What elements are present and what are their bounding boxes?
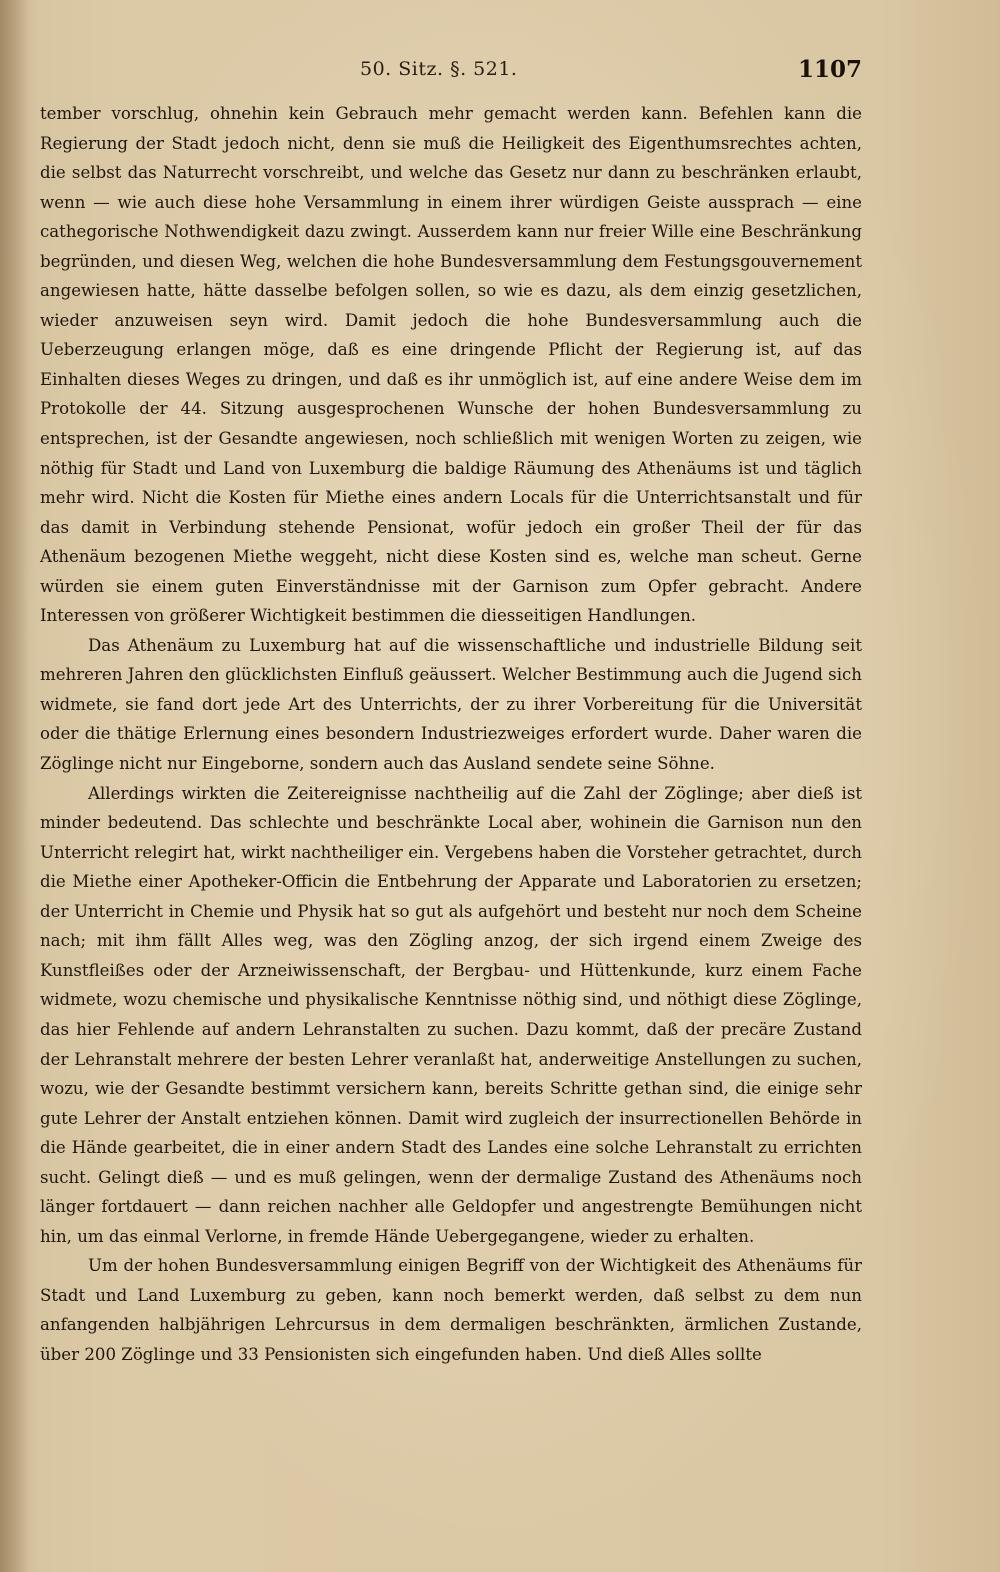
paragraph: Das Athenäum zu Luxemburg hat auf die wissenschaftliche und industrielle Bildung seit mehreren Jahren den glücklichsten Einfluß geäussert. Welcher Bestimmung auch die Jugend sich widmete, sie fand dort jede Art des Unterrichts, der zu ihrer Vorbereitung für die Universität oder die thätige Erlernung eines besondern Industriezweiges erfordert wurde. Daher waren die Zöglinge nicht nur Eingeborne, sondern auch das Ausland sendete seine Söhne. xyxy=(40,635,862,774)
running-head: 50. Sitz. §. 521. xyxy=(360,58,518,80)
paragraph: tember vorschlug, ohnehin kein Gebrauch mehr gemacht werden kann. Befehlen kann die Regierung der Stadt jedoch nicht, denn sie muß die Heiligkeit des Eigenthumsrechtes achten, die selbst das Naturrecht vorschreibt, und welche das Gesetz nur dann zu beschränken erlaubt, wenn — wie auch diese hohe Versammlung in einem ihrer würdigen Geiste aussprach — eine cathegorische Nothwendigkeit dazu zwingt. Ausserdem kann nur freier Wille eine Beschränkung begründen, und diesen Weg, welchen die hohe Bundesversammlung dem Festungsgouvernement angewiesen hatte, hätte dasselbe befolgen sollen, so wie es dazu, als dem einzig gesetzlichen, wieder anzuweisen seyn wird. Damit jedoch die hohe Bundesversammlung auch die Ueberzeugung erlangen möge, daß es eine dringende Pflicht der Regierung ist, auf das Einhalten dieses Weges zu dringen, und daß es ihr unmöglich ist, auf eine andere Weise dem im Protokolle der 44. Sitzung ausgesprochenen Wunsche der hohen Bundesversammlung zu entsprechen, ist der Gesandte angewiesen, noch schließlich mit wenigen Worten zu zeigen, wie nöthig für Stadt und Land von Luxemburg die baldige Räumung des Athenäums ist und täglich mehr wird. Nicht die Kosten für Miethe eines andern Locals für die Unterrichtsanstalt und für das damit in Verbindung stehende Pensionat, wofür jedoch ein großer Theil der für das Athenäum bezogenen Miethe weggeht, nicht diese Kosten sind es, welche man scheut. Gerne würden sie einem guten Einverständnisse mit der Garnison zum Opfer gebracht. Andere Interessen von größerer Wichtigkeit bestimmen die diesseitigen Handlungen. xyxy=(40,104,862,626)
binding-shadow xyxy=(0,0,30,1572)
paragraph: Um der hohen Bundesversammlung einigen Begriff von der Wichtigkeit des Athenäums für Stadt und Land Luxemburg zu geben, kann noch bemerkt werden, daß selbst zu dem nun anfangenden halbjährigen Lehrcursus in dem dermaligen beschränkten, ärmlichen Zustande, über 200 Zöglinge und 33 Pensionisten sich eingefunden haben. Und dieß Alles sollte xyxy=(40,1256,862,1364)
page-number: 1107 xyxy=(798,56,863,83)
body-text xyxy=(40,99,862,1370)
paragraph: Allerdings wirkten die Zeitereignisse nachtheilig auf die Zahl der Zöglinge; aber dieß ist minder bedeutend. Das schlechte und beschränkte Local aber, wohinein die Garnison nun den Unterricht relegirt hat, wirkt nachtheiliger ein. Vergebens haben die Vorsteher getrachtet, durch die Miethe einer Apotheker-Officin die Entbehrung der Apparate und Laboratorien zu ersetzen; der Unterricht in Chemie und Physik hat so gut als aufgehört und besteht nur noch dem Scheine nach; mit ihm fällt Alles weg, was den Zögling anzog, der sich irgend einem Zweige des Kunstfleißes oder der Arzneiwissenschaft, der Bergbau- und Hüttenkunde, kurz einem Fache widmete, wozu chemische und physikalische Kenntnisse nöthig sind, und nöthigt diese Zöglinge, das hier Fehlende auf andern Lehranstalten zu suchen. Dazu kommt, daß der precäre Zustand der Lehranstalt mehrere der besten Lehrer veranlaßt hat, anderweitige Anstellungen zu suchen, wozu, wie der Gesandte bestimmt versichern kann, bereits Schritte gethan sind, die einige sehr gute Lehrer der Anstalt entziehen können. Damit wird zugleich der insurrectionellen Behörde in die Hände gearbeitet, die in einer andern Stadt des Landes eine solche Lehranstalt zu errichten sucht. Gelingt dieß — und es muß gelingen, wenn der dermalige Zustand des Athenäums noch länger fortdauert — dann reichen nachher alle Geldopfer und angestrengte Bemühungen nicht hin, um das einmal Verlorne, in fremde Hände Uebergegangene, wieder zu erhalten. xyxy=(40,783,862,1246)
page-header xyxy=(0,56,1000,90)
